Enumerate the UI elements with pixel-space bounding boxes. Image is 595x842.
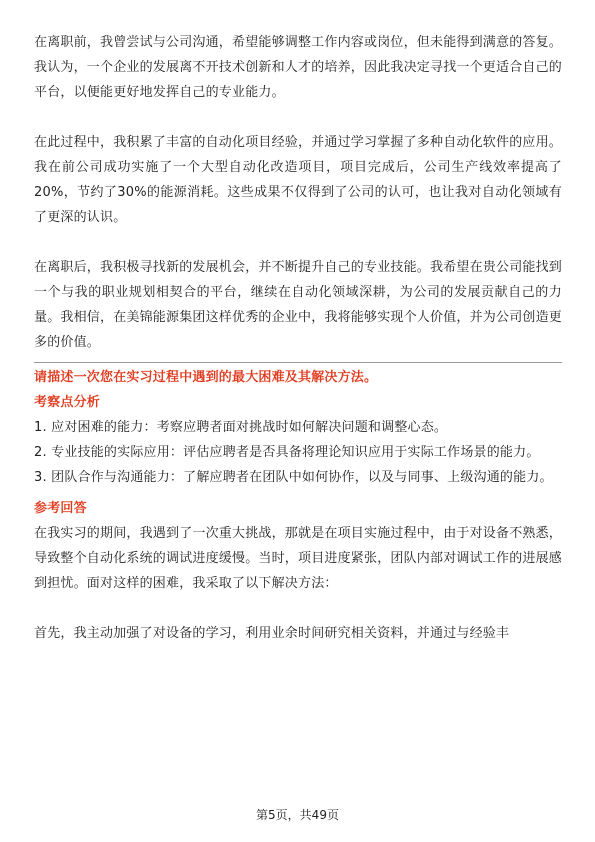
section-divider — [34, 362, 562, 363]
analysis-item-1: 1. 应对困难的能力：考察应聘者面对挑战时如何解决问题和调整心态。 — [34, 420, 448, 435]
analysis-item-3: 3. 团队合作与沟通能力：了解应聘者在团队中如何协作，以及与同事、上级沟通的能力。 — [34, 470, 553, 485]
paragraph-spacer — [34, 596, 562, 621]
answer-heading: 参考回答 — [34, 501, 87, 516]
intro-paragraph-2: 在此过程中，我积累了丰富的自动化项目经验，并通过学习掌握了多种自动化软件的应用。我在前公司成功实施了一个大型自动化改造项目，项目完成后，公司生产线效率提高了20%，节约了30%的能源消耗。这些成果不仅得到了公司的认可，也让我对自动化领域有了更深的认识。 — [34, 135, 563, 225]
page-content — [34, 30, 562, 646]
page-number: 第5页，共49页 — [256, 808, 339, 822]
paragraph-spacer — [34, 230, 562, 255]
answer-paragraph-2: 首先，我主动加强了对设备的学习，利用业余时间研究相关资料，并通过与经验丰 — [34, 626, 510, 641]
analysis-item-2: 2. 专业技能的实际应用：评估应聘者是否具备将理论知识应用于实际工作场景的能力。 — [34, 445, 540, 460]
interview-question: 请描述一次您在实习过程中遇到的最大困难及其解决方法。 — [34, 370, 378, 385]
paragraph-spacer — [34, 105, 562, 130]
analysis-heading: 考察点分析 — [34, 395, 101, 410]
intro-paragraph-1: 在离职前，我曾尝试与公司沟通，希望能够调整工作内容或岗位，但未能得到满意的答复。我认为，一个企业的发展离不开技术创新和人才的培养，因此我决定寻找一个更适合自己的平台，以便能更好地发挥自己的专业能力。 — [34, 35, 563, 100]
answer-paragraph-1: 在我实习的期间，我遇到了一次重大挑战，那就是在项目实施过程中，由于对设备不熟悉，导致整个自动化系统的调试进度缓慢。当时，项目进度紧张，团队内部对调试工作的进展感到担忧。面对这样的困难，我采取了以下解决方法： — [34, 526, 563, 591]
intro-paragraph-3: 在离职后，我积极寻找新的发展机会，并不断提升自己的专业技能。我希望在贵公司能找到一个与我的职业规划相契合的平台，继续在自动化领域深耕，为公司的发展贡献自己的力量。我相信，在美锦能源集团这样优秀的企业中，我将能够实现个人价值，并为公司创造更多的价值。 — [34, 260, 563, 350]
